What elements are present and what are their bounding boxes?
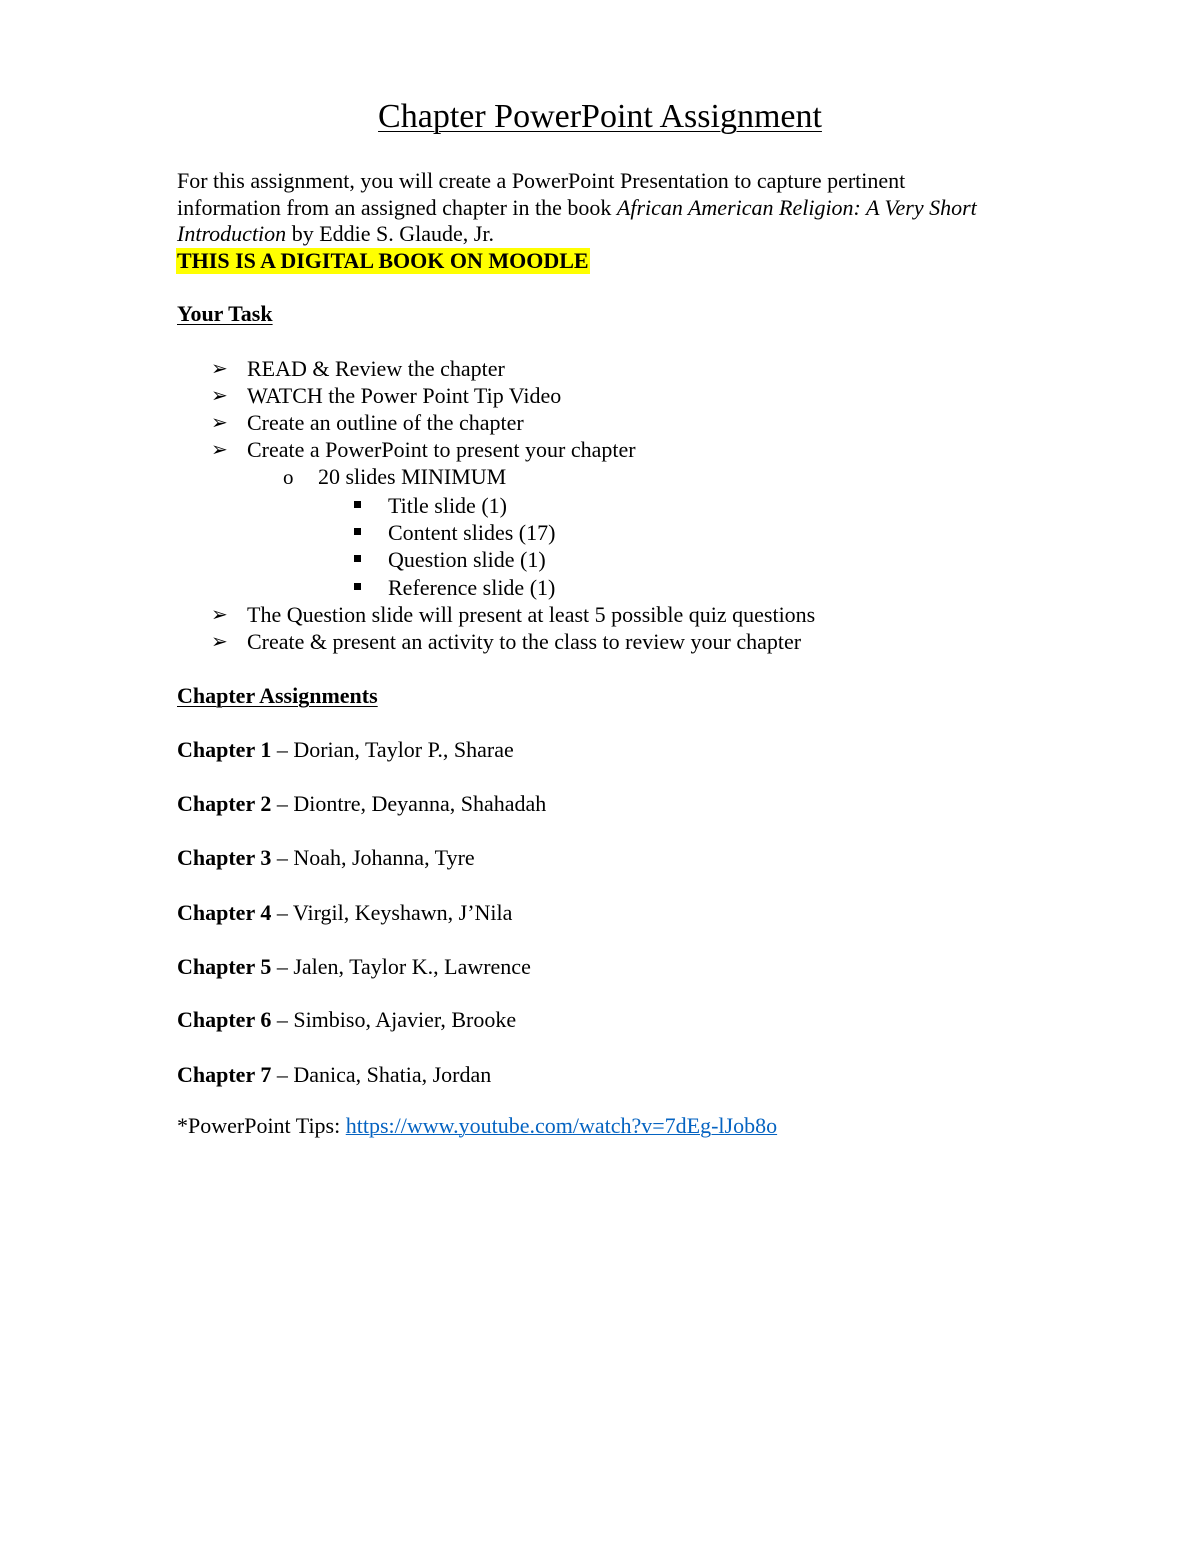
chapter-names: – Jalen, Taylor K., Lawrence — [271, 954, 531, 979]
chapter-label: Chapter 7 — [177, 1062, 272, 1087]
your-task-heading: Your Task — [177, 301, 273, 326]
arrow-bullet-icon: ➢ — [211, 358, 228, 380]
task-item: READ & Review the chapter — [247, 356, 505, 381]
circle-bullet-icon: o — [283, 465, 294, 489]
chapter-names: – Diontre, Deyanna, Shahadah — [271, 791, 547, 816]
task-item: Create a PowerPoint to present your chapter — [247, 437, 636, 462]
chapter-names: – Noah, Johanna, Tyre — [271, 845, 475, 870]
chapter-assignments-heading: Chapter Assignments — [177, 683, 378, 708]
slide-type-item: Content slides (17) — [388, 520, 556, 545]
tips-label: *PowerPoint Tips: — [177, 1113, 346, 1138]
intro-paragraph — [177, 168, 1007, 248]
intro-text-1: For this assignment, you will create a PowerPoint Presentation to capture pertinent information from an assigned chapter in the book — [177, 168, 906, 220]
tips-video-link[interactable]: https://www.youtube.com/watch?v=7dEg-lJob8o — [345, 1113, 778, 1138]
task-item: Create an outline of the chapter — [247, 410, 524, 435]
arrow-bullet-icon: ➢ — [211, 385, 228, 407]
intro-text-2: by Eddie S. Glaude, Jr. — [286, 221, 494, 246]
chapter-label: Chapter 2 — [177, 791, 272, 816]
slide-type-item: Title slide (1) — [388, 493, 507, 518]
chapter-label: Chapter 5 — [177, 954, 272, 979]
task-item: The Question slide will present at least 5 possible quiz questions — [247, 602, 816, 627]
arrow-bullet-icon: ➢ — [211, 439, 228, 461]
square-bullet-icon — [354, 528, 361, 535]
chapter-assignment-row — [177, 737, 514, 763]
arrow-bullet-icon: ➢ — [211, 631, 228, 653]
slide-type-item: Question slide (1) — [388, 547, 546, 572]
chapter-names: – Danica, Shatia, Jordan — [271, 1062, 492, 1087]
chapter-names: – Virgil, Keyshawn, J’Nila — [271, 900, 513, 925]
task-item: Create & present an activity to the class to review your chapter — [247, 629, 802, 654]
page-title: Chapter PowerPoint Assignment — [378, 98, 822, 135]
square-bullet-icon — [354, 501, 361, 508]
chapter-assignment-row — [177, 1007, 516, 1033]
arrow-bullet-icon: ➢ — [211, 604, 228, 626]
chapter-assignment-row — [177, 1062, 491, 1088]
chapter-label: Chapter 3 — [177, 845, 272, 870]
chapter-label: Chapter 6 — [177, 1007, 272, 1032]
chapter-names: – Dorian, Taylor P., Sharae — [271, 737, 514, 762]
chapter-assignment-row — [177, 845, 475, 871]
task-item: WATCH the Power Point Tip Video — [247, 383, 562, 408]
chapter-label: Chapter 1 — [177, 737, 272, 762]
square-bullet-icon — [354, 583, 361, 590]
chapter-assignment-row — [177, 791, 546, 817]
square-bullet-icon — [354, 555, 361, 562]
chapter-assignment-row — [177, 954, 531, 980]
chapter-assignment-row — [177, 900, 512, 926]
chapter-names: – Simbiso, Ajavier, Brooke — [271, 1007, 517, 1032]
book-title: African American Religion: A Very Short Introduction — [177, 194, 977, 246]
slide-type-item: Reference slide (1) — [388, 575, 556, 600]
powerpoint-tips — [177, 1113, 777, 1139]
digital-book-notice: THIS IS A DIGITAL BOOK ON MOODLE — [177, 248, 589, 273]
task-sub-item: 20 slides MINIMUM — [318, 464, 507, 489]
arrow-bullet-icon: ➢ — [211, 412, 228, 434]
chapter-label: Chapter 4 — [177, 900, 272, 925]
